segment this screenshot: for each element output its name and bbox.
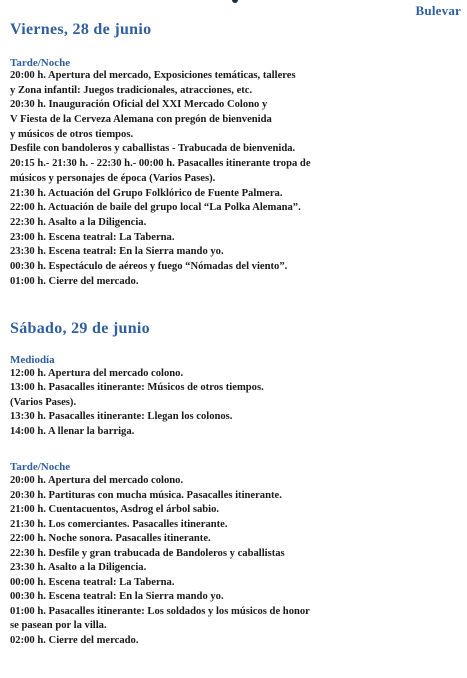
section-heading-mediodia: Mediodía: [10, 354, 55, 366]
schedule-line: se pasean por la villa.: [10, 620, 107, 631]
section-heading-tarde-noche: Tarde/Noche: [10, 57, 71, 69]
schedule-line: 21:30 h. Actuación del Grupo Folklórico de Fuente Palmera.: [10, 187, 283, 199]
schedule-line: 22:00 h. Actuación de baile del grupo local “La Polka Alemana”.: [10, 202, 301, 214]
schedule-line: Desfile con bandoleros y caballistas - Trabucada de bienvenida.: [10, 143, 296, 155]
schedule-line: 12:00 h. Apertura del mercado colono.: [10, 368, 184, 379]
section-heading-tarde-noche-sabado: Tarde/Noche: [10, 461, 71, 473]
schedule-list-sabado-mediodia: [10, 367, 462, 439]
schedule-line: 23:30 h. Escena teatral: En la Sierra mando yo.: [10, 246, 224, 258]
schedule-list-sabado-tarde: [10, 474, 462, 648]
schedule-line: 23:00 h. Escena teatral: La Taberna.: [10, 231, 175, 243]
schedule-line: 14:00 h. A llenar la barriga.: [10, 425, 135, 437]
schedule-line: 13:30 h. Pasacalles itinerante: Llegan los colonos.: [10, 411, 233, 423]
schedule-line: 21:00 h. Cuentacuentos, Asdrog el árbol sabio.: [10, 504, 220, 515]
schedule-line: 13:00 h. Pasacalles itinerante: Músicos de otros tiempos.: [10, 382, 264, 394]
schedule-line: 20:15 h.- 21:30 h. - 22:30 h.- 00:00 h. Pasacalles itinerante tropa de: [10, 158, 311, 170]
schedule-line: 22:30 h. Asalto a la Diligencia.: [10, 216, 147, 228]
day-title-sabado: Sábado, 29 de junio: [10, 320, 150, 337]
schedule-line: 20:30 h. Inauguración Oficial del XXI Mercado Colono y: [10, 99, 268, 111]
top-decoration: [232, 0, 238, 3]
schedule-line: 00:00 h. Escena teatral: La Taberna.: [10, 576, 175, 588]
schedule-line: V Fiesta de la Cerveza Alemana con pregón de bienvenida: [10, 114, 272, 126]
schedule-line: músicos y personajes de época (Varios Pases).: [10, 172, 216, 184]
schedule-line: 00:30 h. Escena teatral: En la Sierra mando yo.: [10, 591, 224, 602]
schedule-list-viernes: [10, 69, 462, 289]
schedule-line: 02:00 h. Cierre del mercado.: [10, 634, 139, 646]
schedule-line: 21:30 h. Los comerciantes. Pasacalles itinerante.: [10, 518, 228, 530]
schedule-line: 22:30 h. Desfile y gran trabucada de Bandoleros y caballistas: [10, 547, 285, 559]
schedule-line: 00:30 h. Espectáculo de aéreos y fuego “Nómadas del viento”.: [10, 260, 288, 272]
schedule-line: 20:00 h. Apertura del mercado, Exposiciones temáticas, talleres: [10, 70, 296, 81]
schedule-line: (Varios Pases).: [10, 396, 77, 408]
schedule-line: 20:30 h. Partituras con mucha música. Pasacalles itinerante.: [10, 489, 282, 501]
schedule-line: y Zona infantil: Juegos tradicionales, atracciones, etc.: [10, 84, 253, 96]
day-title-viernes: Viernes, 28 de junio: [10, 21, 152, 38]
schedule-line: 20:00 h. Apertura del mercado colono.: [10, 475, 184, 486]
schedule-line: 22:00 h. Noche sonora. Pasacalles itinerante.: [10, 533, 211, 544]
schedule-line: 23:30 h. Asalto a la Diligencia.: [10, 562, 147, 573]
brand-logo-text: Bulevar: [415, 3, 461, 18]
schedule-line: 01:00 h. Cierre del mercado.: [10, 275, 139, 287]
schedule-line: y músicos de otros tiempos.: [10, 128, 134, 140]
schedule-line: 01:00 h. Pasacalles itinerante: Los soldados y los músicos de honor: [10, 605, 310, 617]
